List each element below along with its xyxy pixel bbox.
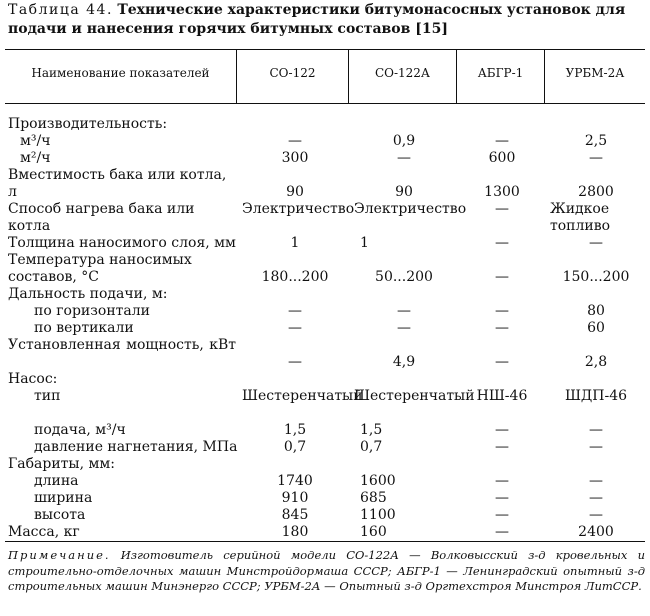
cell: Шестеренчатый [242,388,363,404]
cell: — [397,150,411,166]
table-row [0,116,650,133]
cell: — [495,473,509,489]
table-row [0,507,650,524]
row-label: Масса, кг [8,524,80,540]
cell: — [397,320,411,336]
cell: — [495,201,509,217]
table-row [0,337,650,371]
table-number: Таблица 44. [8,2,113,18]
table-row [0,439,650,456]
cell: — [495,320,509,336]
cell: 1,5 [283,422,307,438]
cell: Электричество [354,201,467,217]
row-label: по вертикали [34,320,134,336]
cell: — [288,303,302,319]
table-row [0,524,650,541]
table-row [0,388,650,422]
cell: 180...200 [261,269,329,285]
table-caption: Технические характеристики битумонасосных установок для подачи и нанесения горячих битумных составов [15] [8,2,626,37]
column-header-so122: СО-122 [269,66,316,80]
cell: — [589,235,603,251]
row-label: м³/ч [20,133,51,149]
row-label: Дальность подачи, м: [8,286,168,302]
cell: 150...200 [562,269,630,285]
cell: — [495,439,509,455]
cell: 90 [395,184,413,200]
cell: — [288,133,302,149]
column-header-abgr1: АБГР-1 [477,66,524,80]
table-body [0,116,650,541]
cell: 2800 [578,184,614,200]
cell: 160 [360,524,387,540]
row-label: м²/ч [20,150,51,166]
column-header-urbm2a: УРБМ-2А [565,66,625,80]
row-label: тип [34,388,61,404]
column-header-parameter: Наименование показателей [31,66,210,80]
cell: 685 [360,490,387,506]
table-row [0,252,650,286]
row-label: Установленная мощность, кВт [8,337,236,353]
cell: ШДП-46 [564,388,628,404]
cell: — [589,422,603,438]
cell: — [495,269,509,285]
cell: — [495,354,509,370]
cell: 60 [587,320,605,336]
row-label: Температура наносимых составов, °С [8,252,192,285]
table-row [0,371,650,388]
cell: — [495,303,509,319]
cell: 0,7 [283,439,307,455]
cell: 90 [286,184,304,200]
row-label: высота [34,507,86,523]
cell: 300 [281,150,309,166]
cell: 1740 [277,473,313,489]
row-label: по горизонтали [34,303,150,319]
row-label: Способ нагрева бака или котла [8,201,195,234]
table-row [0,303,650,320]
row-label: Габариты, мм: [8,456,115,472]
cell: — [288,354,302,370]
table-row [0,201,650,235]
footnote-text: Изготовитель серийной модели СО-122А — Волковысский з-д кровельных и строительно-отделочных машин Минстройдормаша СССР; АБГР-1 — Ленинградский опытный з-д строительных машин Минэнерго СССР; УРБМ-2А — Опытный з-д Оргтехстроя Минстроя ЛитССР. [8,548,645,593]
cell: 1100 [360,507,396,523]
cell: 2,8 [584,354,608,370]
table-row [0,320,650,337]
cell: 80 [587,303,605,319]
column-header-so122a: СО-122А [374,66,431,80]
cell: 1 [360,235,369,251]
cell: — [495,235,509,251]
cell: — [495,133,509,149]
cell: — [397,303,411,319]
cell: — [589,439,603,455]
table-row [0,422,650,439]
cell: — [288,320,302,336]
cell: — [495,422,509,438]
cell: 180 [281,524,309,540]
cell: 1300 [484,184,520,200]
table-footnote [8,548,645,595]
cell: 1600 [360,473,396,489]
cell: — [589,507,603,523]
header-bottom-rule [5,103,645,104]
cell: 910 [281,490,309,506]
cell: — [589,150,603,166]
row-label: Вместимость бака или котла, л [8,167,227,200]
row-label: Насос: [8,371,58,387]
cell: 0,7 [360,439,383,455]
cell: — [495,507,509,523]
cell: — [589,490,603,506]
cell: НШ-46 [476,388,528,404]
cell: — [495,524,509,540]
table-row [0,150,650,167]
footnote-label: Примечание. [8,548,111,562]
row-label: Производительность: [8,116,168,132]
cell: — [495,490,509,506]
cell: Шестеренчатый [354,388,475,404]
table-row [0,286,650,303]
header-top-rule [5,49,645,50]
cell: 4,9 [392,354,416,370]
cell: 50...200 [375,269,433,285]
cell: 0,9 [392,133,416,149]
table-row [0,167,650,201]
row-label: ширина [34,490,93,506]
table-row [0,490,650,507]
row-label: давление нагнетания, МПа [34,439,238,455]
cell: 1 [290,235,300,251]
cell: Жидкое топливо [550,201,611,234]
table-row [0,473,650,490]
table-row [0,235,650,252]
row-label: длина [34,473,79,489]
table-title [8,1,643,39]
cell: 1,5 [360,422,383,438]
cell: 2,5 [584,133,608,149]
table-bottom-rule [5,541,645,542]
cell: 2400 [578,524,614,540]
cell: Электричество [242,201,355,217]
cell: 845 [281,507,309,523]
row-label: подача, м³/ч [34,422,126,438]
cell: 600 [488,150,516,166]
table-row [0,133,650,150]
cell: — [589,473,603,489]
row-label: Толщина наносимого слоя, мм [8,235,236,251]
table-row [0,456,650,473]
